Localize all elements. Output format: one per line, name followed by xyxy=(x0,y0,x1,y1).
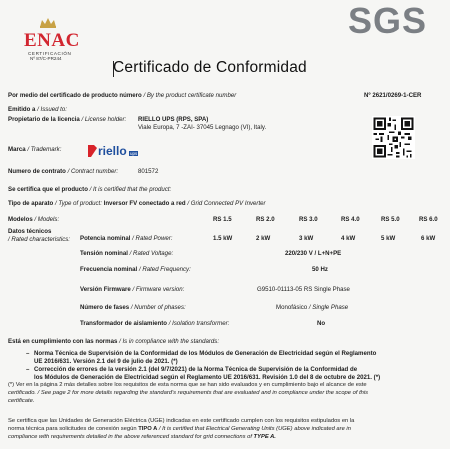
standard-bullet-2: – xyxy=(26,366,30,373)
rated-power-label: Potencia nominal / Rated Power: xyxy=(80,235,173,242)
license-holder-label: Propietario de la licencia / License holder: xyxy=(8,116,127,123)
issued-to-label: Emitido a / Issued to: xyxy=(8,106,67,113)
enac-line2: Nº 87/C-PR244 xyxy=(30,56,62,61)
standard-2-line2: los Módulos de Generación de Electricidad según el Reglamento UE 2016/631. Revisión 1.0 del 8 de octubre de 2021. (*) xyxy=(34,374,381,381)
rated-voltage-label: Tensión nominal / Rated Voltage: xyxy=(80,250,174,257)
product-type-row: Tipo de aparato / Type of product: Inversor FV conectado a red / Grid Connected PV Inverter xyxy=(8,200,266,207)
power-rs50: 5 kW xyxy=(381,235,396,242)
transformer-value: No xyxy=(317,320,326,327)
contract-label: Numero de contrato / Contract number: xyxy=(8,168,119,175)
license-holder-name: RIELLO UPS (RPS, SPA) xyxy=(138,116,209,123)
standards-label: Está en cumplimiento con las normas / Is in compliance with the standards: xyxy=(8,338,220,345)
model-rs20: RS 2.0 xyxy=(256,216,275,223)
standard-1-line1: Norma Técnica de Supervisión de la Conformidad de los Módulos de Generación de Electricidad según el Reglamento xyxy=(34,350,377,357)
tech-data-label-en: / Rated characteristics: xyxy=(8,236,70,243)
power-rs60: 6 kW xyxy=(421,235,436,242)
trademark-label: Marca / Trademark: xyxy=(8,146,62,153)
tech-data-label: Datos técnicos xyxy=(8,228,52,235)
firmware-value: G9510-01113-05 RS Single Phase xyxy=(257,286,350,293)
phases-value: Monofásico / Single Phase xyxy=(276,304,349,311)
model-rs50: RS 5.0 xyxy=(381,216,400,223)
standards-note-line3: certificate. xyxy=(8,398,35,404)
power-rs30: 3 kW xyxy=(299,235,314,242)
phases-label: Número de fases / Number of phases: xyxy=(80,304,186,311)
certified-product-label: Se certifica que el producto / It is certified that the product: xyxy=(8,186,172,193)
firmware-label: Versión Firmware / Firmware version: xyxy=(80,286,185,293)
model-rs60: RS 6.0 xyxy=(419,216,438,223)
model-rs15: RS 1.5 xyxy=(213,216,232,223)
sgs-logo: SGS xyxy=(348,0,428,41)
standard-bullet-1: – xyxy=(26,350,30,357)
transformer-label: Transformador de aislamiento / Isolation transformer: xyxy=(80,320,230,327)
page-title: Certificado de Conformidad xyxy=(113,59,307,76)
footer-line1: Se certifica que las Unidades de Generación Eléctrica (UGE) indicadas en este certificado cumplen con los requisitos estipulados en la xyxy=(8,418,355,424)
standard-2-line1: Corrección de errores de la versión 2.1 (del 9/7/2021) de la Norma Técnica de Supervisión de la Conformidad de xyxy=(34,366,358,373)
riello-mark-icon xyxy=(88,145,97,157)
rated-voltage-value: 220/230 V / L+N+PE xyxy=(285,250,342,257)
models-label: Modelos / Models: xyxy=(8,216,60,223)
footer-line3: compliance with requirements detailed in the above referenced standard for grid connections of TYPE A. xyxy=(8,434,276,440)
model-rs40: RS 4.0 xyxy=(341,216,360,223)
rated-frequency-value: 50 Hz xyxy=(312,266,328,273)
power-rs15: 1.5 kW xyxy=(213,235,233,242)
license-holder-address: Viale Europa, 7 -ZAI- 37045 Legnago (VI), Italy. xyxy=(138,124,267,131)
standards-note-line2: certificado. / See page 2 for more details regarding the standard's requirements that are evaluated and in compliance under the scope of this xyxy=(8,390,369,396)
enac-line1: CERTIFICACIÓN xyxy=(28,51,72,56)
standards-note-line1: (*) Ver en la página 2 más detalles sobre los requisitos de esta norma que se han sido evaluados y en cumplimiento bajo el alcance de este xyxy=(8,382,367,388)
power-rs40: 4 kW xyxy=(341,235,356,242)
qr-code xyxy=(372,116,415,159)
model-rs30: RS 3.0 xyxy=(299,216,318,223)
standard-1-line2: UE 2016/631. Versión 2.1 del 9 de julio de 2021. (*) xyxy=(34,358,178,365)
enac-brand: ENAC xyxy=(24,30,80,51)
certificate-number: Nº 2621/0269-1-CER xyxy=(364,92,422,99)
power-rs20: 2 kW xyxy=(256,235,271,242)
rated-frequency-label: Frecuencia nominal / Rated Frequency: xyxy=(80,266,191,273)
certificate-number-label: Por medio del certificado de producto número / By the product certificate number xyxy=(8,92,237,99)
footer-line2: norma técnica para solicitudes de conexión según TIPO A / It is certified that Electrical Generating Units (UGE) above indicated are in xyxy=(8,426,351,432)
contract-number: 801572 xyxy=(138,168,159,175)
